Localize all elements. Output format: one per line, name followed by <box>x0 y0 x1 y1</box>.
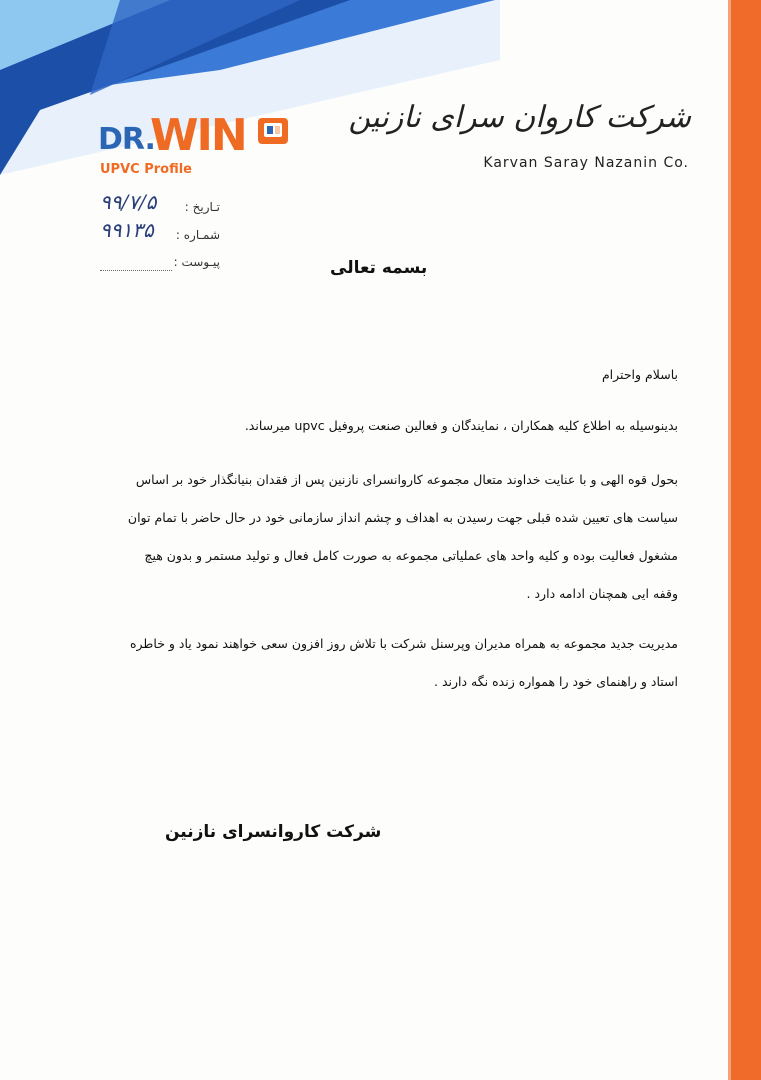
attachment-field <box>100 255 220 275</box>
company-name-fa: شرکت کاروان سرای نازنین <box>348 100 691 135</box>
logo-product-text: UPVC Profile <box>100 162 192 177</box>
closing-line: مدیریت جدید مجموعه به همراه مدیران وپرسنل شرکت با تلاش روز افزون سعی خواهند نمود یاد و خاطره <box>129 636 678 651</box>
attachment-label: پیـوست : <box>173 255 220 269</box>
greeting: باسلام واحترام <box>601 367 678 382</box>
body-line: سیاست های تعیین شده قبلی جهت رسیدن به اهداف و چشم انداز سازمانی خود در حال حاضر با تمام توان <box>127 510 678 525</box>
intro-paragraph: بدینوسیله به اطلاع کلیه همکاران ، نمایندگان و فعالین صنعت پروفیل upvc میرساند. <box>244 418 678 433</box>
number-value: ۹۹۱۳۵ <box>100 218 154 242</box>
attachment-dots <box>100 270 172 271</box>
closing-line: استاد و راهنمای خود را همواره زنده نگه دارند . <box>434 674 678 689</box>
date-label: تـاریخ : <box>184 200 220 214</box>
body-line: بحول قوه الهی و با عنایت خداوند متعال مجموعه کاروانسرای نازنین پس از فقدان بنیانگذار خود بر اساس <box>135 472 678 487</box>
body-line: وقفه ایی همچنان ادامه دارد . <box>526 586 678 601</box>
company-name-en: Karvan Saray Nazanin Co. <box>483 155 689 171</box>
body-line: مشغول فعالیت بوده و کلیه واحد های عملیاتی مجموعه به صورت کامل فعال و تولید مستمر و بدون هیچ <box>144 548 678 563</box>
right-border-bar <box>731 0 761 1080</box>
signature: شرکت کاروانسرای نازنین <box>165 822 382 842</box>
logo-dr-text: DR. <box>98 122 155 157</box>
stethoscope-icon <box>256 116 292 148</box>
drwin-logo <box>98 110 308 180</box>
letter-heading: بسمه تعالی <box>330 258 428 278</box>
date-field <box>100 190 220 220</box>
date-value: ۹۹/۷/۵ <box>100 190 157 214</box>
logo-win-text: WIN <box>150 110 246 161</box>
number-label: شمـاره : <box>175 228 220 242</box>
number-field <box>100 218 220 248</box>
